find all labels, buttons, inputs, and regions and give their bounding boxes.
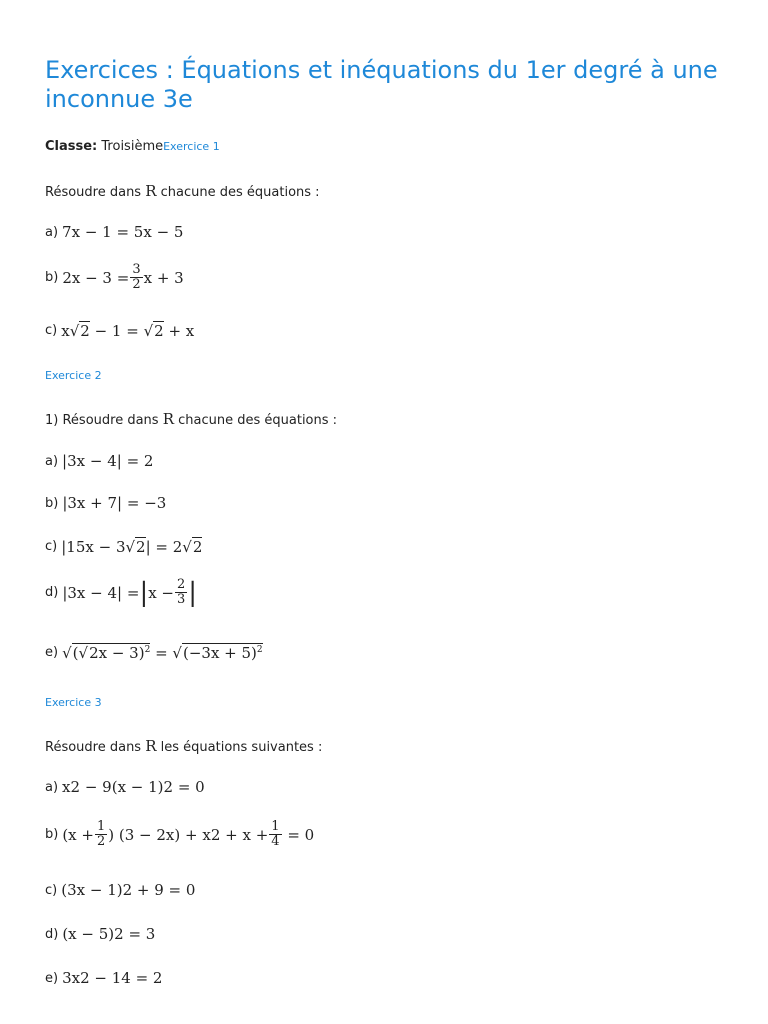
equation-part: + 9 = 0 [132, 881, 196, 899]
fraction-denominator: 2 [132, 277, 141, 292]
classe-line [45, 139, 220, 154]
sqrt-sign: √ [78, 644, 89, 662]
exponent: 2 [144, 645, 151, 655]
ex3-eq-e [45, 969, 162, 987]
ex1-instruction-pre: Résoudre dans [45, 185, 146, 200]
fraction [95, 820, 107, 849]
abs-bar-right: | [188, 577, 198, 608]
ex2-instruction-pre: 1) Résoudre dans [45, 413, 163, 428]
eq-prefix: d) [45, 926, 59, 942]
eq-prefix: e) [45, 970, 59, 986]
eq-prefix: c) [45, 539, 58, 554]
eq-prefix: a) [45, 779, 59, 795]
equation-part: 3x [62, 969, 81, 987]
equation-part: ) (3 − 2x) + x [108, 825, 211, 844]
ex3-eq-d [45, 925, 155, 943]
equation-left: 2x − 3 = [62, 268, 130, 287]
ex1-instruction-post: chacune des équations : [156, 185, 320, 200]
equation-text: 7x − 1 = 5x − 5 [62, 223, 184, 241]
exponent: 2 [122, 881, 133, 899]
equation-part: (−3x + 5) [182, 644, 257, 662]
exercise-2-heading: Exercice 2 [45, 369, 102, 382]
ex3-eq-b [45, 820, 314, 849]
sqrt-radicand [182, 643, 263, 662]
ex3-instruction [45, 737, 322, 755]
ex3-set: R [145, 737, 157, 755]
sqrt-radicand: 2 [89, 644, 99, 662]
abs-bar-left: | [139, 577, 149, 608]
sqrt-sign: √ [62, 643, 72, 662]
equation-part: − 9(x − 1) [80, 778, 164, 796]
ex3-eq-c [45, 881, 195, 899]
sqrt-radicand [72, 643, 151, 662]
equation-left: |3x − 4| = [62, 583, 140, 602]
sqrt-radicand: 2 [192, 538, 203, 556]
ex1-eq-c [45, 321, 194, 340]
sqrt-radicand: 2 [154, 322, 164, 340]
sqrt-sign: √ [69, 321, 80, 340]
exponent: 2 [70, 778, 81, 796]
equation-text: |3x + 7| = −3 [62, 494, 167, 512]
ex2-eq-d [45, 578, 197, 607]
equation-right: x + 3 [143, 268, 184, 287]
equation-part: ( [72, 644, 79, 662]
ex2-eq-e [45, 643, 263, 662]
equation-part: = 3 [123, 925, 156, 943]
equation-inner: x − [148, 583, 174, 602]
ex2-eq-a [45, 452, 153, 470]
equation-part: = 0 [173, 778, 205, 796]
ex2-eq-b [45, 494, 166, 512]
eq-prefix: a) [45, 453, 59, 469]
ex2-set: R [162, 410, 174, 428]
sqrt-sign: √ [143, 321, 154, 340]
fraction-denominator: 3 [177, 592, 186, 607]
exponent: 2 [163, 778, 174, 796]
ex3-instruction-pre: Résoudre dans [45, 740, 146, 755]
fraction-numerator: 1 [271, 819, 280, 834]
equation-part: − 1 = [89, 321, 144, 340]
fraction-numerator: 3 [132, 262, 141, 277]
equation-part: x [62, 778, 71, 796]
equation-part: (3x − 1) [61, 881, 123, 899]
exponent: 2 [210, 825, 221, 844]
eq-prefix: e) [45, 645, 59, 660]
ex1-instruction [45, 182, 320, 200]
exponent: 2 [80, 969, 90, 987]
equation-part: = 0 [282, 825, 315, 844]
eq-prefix: b) [45, 495, 59, 511]
equation-part: |15x − 3 [61, 537, 126, 556]
sqrt-radicand: 2 [136, 538, 146, 556]
eq-prefix: b) [45, 270, 59, 285]
exponent: 2 [256, 645, 263, 655]
ex1-set: R [145, 182, 157, 200]
ex2-eq-c [45, 537, 202, 556]
fraction-numerator: 2 [177, 577, 186, 592]
sqrt-sign: √ [172, 643, 182, 662]
ex3-instruction-post: les équations suivantes : [156, 740, 323, 755]
exercise-3-heading: Exercice 3 [45, 696, 102, 709]
fraction-numerator: 1 [96, 819, 106, 834]
ex1-eq-b [45, 263, 184, 292]
sqrt-sign: √ [182, 537, 192, 556]
fraction [130, 263, 142, 292]
ex2-instruction-post: chacune des équations : [174, 413, 338, 428]
equation-text: |3x − 4| = 2 [62, 452, 154, 470]
equation-part: (x − 5) [62, 925, 115, 943]
fraction [269, 820, 281, 849]
ex2-instruction [45, 410, 337, 428]
equation-part: x [61, 321, 70, 340]
equation-part: + x + [220, 825, 269, 844]
exercise-1-heading: Exercice 1 [163, 140, 220, 153]
equation-part: + x [163, 321, 195, 340]
equation-part: (x + [62, 825, 94, 844]
fraction [175, 578, 187, 607]
classe-label: Classe: [45, 139, 98, 154]
equation-part: − 14 = 2 [89, 969, 163, 987]
fraction-denominator: 4 [271, 834, 280, 849]
equation-part: | = 2 [145, 537, 183, 556]
sqrt-sign: √ [125, 537, 136, 556]
ex3-eq-a [45, 778, 205, 796]
ex1-eq-a [45, 223, 183, 241]
eq-prefix: d) [45, 585, 59, 600]
page-title: Exercices : Équations et inéquations du 1er degré à une inconnue 3e [45, 56, 718, 113]
equation-part: x − 3) [98, 644, 145, 662]
exponent: 2 [114, 925, 124, 943]
equals-sign: = [150, 643, 173, 662]
sqrt-radicand: 2 [80, 322, 90, 340]
eq-prefix: c) [45, 882, 58, 898]
eq-prefix: b) [45, 827, 59, 842]
eq-prefix: c) [45, 323, 58, 338]
fraction-denominator: 2 [96, 834, 106, 849]
eq-prefix: a) [45, 224, 59, 240]
classe-value: Troisième [101, 139, 164, 154]
